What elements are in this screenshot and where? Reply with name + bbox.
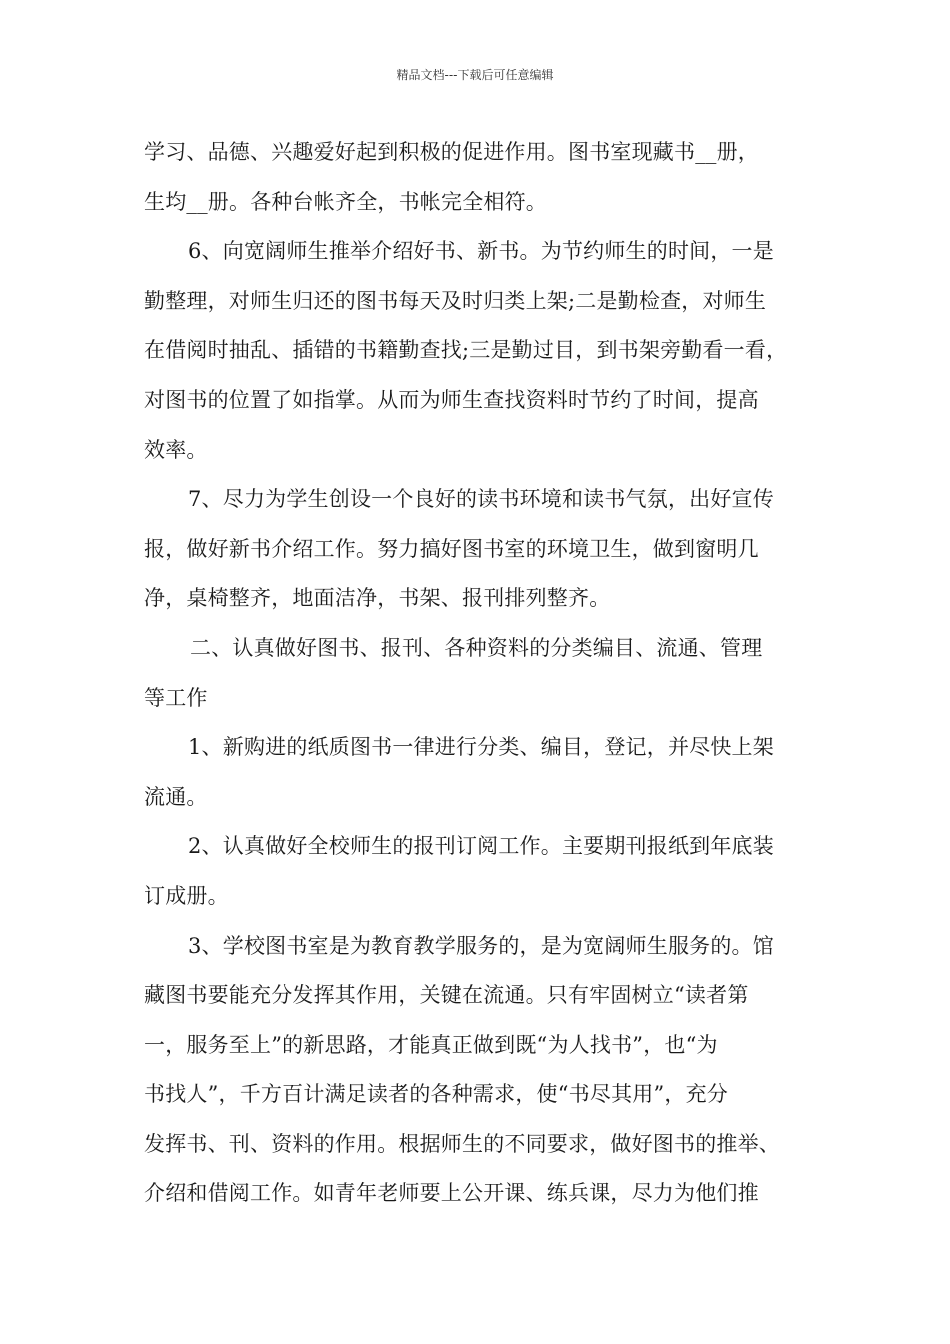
text-line: 报，做好新书介绍工作。努力搞好图书室的环境卫生，做到窗明几 <box>144 536 759 561</box>
page-header: 精品文档---下载后可任意编辑 <box>396 68 554 82</box>
document-body <box>144 128 824 1219</box>
text-line: 1、新购进的纸质图书一律进行分类、编目，登记，并尽快上架 <box>188 735 774 760</box>
text-line: 发挥书、刊、资料的作用。根据师生的不同要求，做好图书的推举、 <box>144 1131 780 1156</box>
text-line: 流通。 <box>144 784 208 809</box>
text-line: 书找人”，千方百计满足读者的各种需求，使“书尽其用”，充分 <box>144 1082 729 1107</box>
text-line: 学习、品德、兴趣爱好起到积极的促进作用。图书室现藏书__册， <box>144 140 759 164</box>
text-line: 介绍和借阅工作。如青年老师要上公开课、练兵课，尽力为他们推 <box>144 1181 759 1206</box>
text-line: 在借阅时抽乱、插错的书籍勤查找;三是勤过目，到书架旁勤看一看， <box>144 338 788 363</box>
text-line: 7、尽力为学生创设一个良好的读书环境和读书气氛，出好宣传 <box>188 487 774 512</box>
text-line: 6、向宽阔师生推举介绍好书、新书。为节约师生的时间，一是 <box>188 239 774 264</box>
text-line: 生均__册。各种台帐齐全，书帐完全相符。 <box>144 189 547 214</box>
text-line: 3、学校图书室是为教育教学服务的，是为宽阔师生服务的。馆 <box>188 933 774 958</box>
text-line: 对图书的位置了如指掌。从而为师生查找资料时节约了时间，提高 <box>144 387 759 412</box>
section-heading-continued: 等工作 <box>144 685 208 710</box>
text-line: 勤整理，对师生归还的图书每天及时归类上架;二是勤检查，对师生 <box>144 288 767 313</box>
text-line: 净，桌椅整齐，地面洁净，书架、报刊排列整齐。 <box>144 586 611 611</box>
section-heading: 二、认真做好图书、报刊、各种资料的分类编目、流通、管理 <box>190 635 763 660</box>
text-line: 藏图书要能充分发挥其作用，关键在流通。只有牢固树立“读者第 <box>144 983 749 1008</box>
text-line: 订成册。 <box>144 883 229 908</box>
text-line: 一，服务至上”的新思路，才能真正做到既“为人找书”，也“为 <box>144 1032 718 1057</box>
text-line: 2、认真做好全校师生的报刊订阅工作。主要期刊报纸到年底装 <box>188 834 774 859</box>
text-line: 效率。 <box>144 437 208 462</box>
